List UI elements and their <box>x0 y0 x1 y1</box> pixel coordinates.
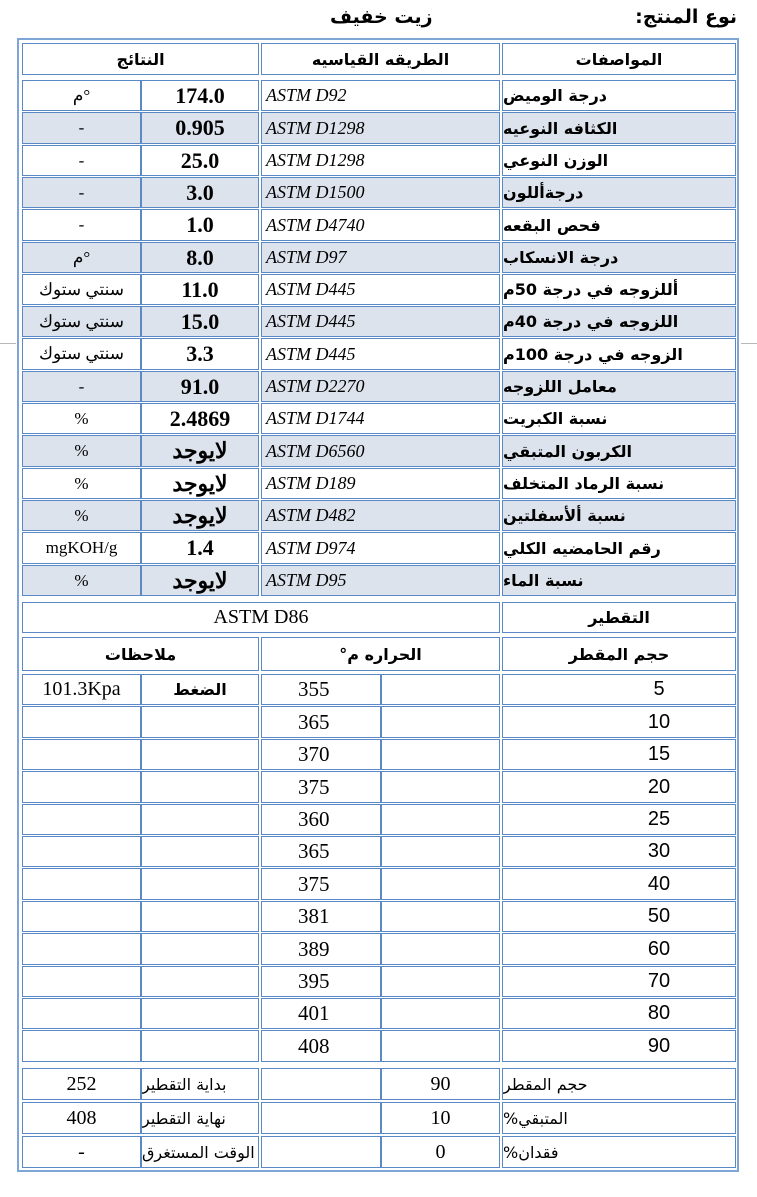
result-unit: - <box>22 112 141 144</box>
product-type-value: زيت خفيف <box>330 6 433 28</box>
result-unit: م° <box>22 80 141 111</box>
distillation-method: ASTM D86 <box>22 602 500 633</box>
distillation-temp: 370 <box>261 739 381 770</box>
test-method: ASTM D189 <box>261 468 500 499</box>
distilled-volume: 90 <box>502 1030 736 1062</box>
distillation-temp: 395 <box>261 966 381 997</box>
result-value: 1.4 <box>141 532 259 564</box>
distillation-temp: 375 <box>261 868 381 900</box>
col-header-temp: الحراره م° <box>261 637 500 671</box>
distilled-volume: 80 <box>502 998 736 1029</box>
result-unit: - <box>22 371 141 402</box>
temp-blank <box>381 1030 500 1062</box>
result-unit: - <box>22 177 141 208</box>
distillation-temp: 408 <box>261 1030 381 1062</box>
summary-value: - <box>22 1136 141 1168</box>
distilled-volume: 40 <box>502 868 736 900</box>
spec-name: درجة الانسكاب <box>502 242 736 273</box>
result-value: لايوجد <box>141 435 259 467</box>
distilled-volume: 30 <box>502 836 736 867</box>
spec-name: الوزن النوعي <box>502 145 736 176</box>
summary-label: نهاية التقطير <box>141 1102 259 1134</box>
summary-value: 10 <box>381 1102 500 1134</box>
spec-name: معامل اللزوجه <box>502 371 736 402</box>
test-method: ASTM D97 <box>261 242 500 273</box>
pressure-label: الضغط <box>141 674 259 705</box>
col-header-volume: حجم المقطر <box>502 637 736 671</box>
result-value: 2.4869 <box>141 403 259 434</box>
distillation-temp: 360 <box>261 804 381 835</box>
distilled-volume: 20 <box>502 771 736 803</box>
distillation-title: التقطير <box>502 602 736 633</box>
temp-blank <box>381 706 500 738</box>
spec-name: درجةأللون <box>502 177 736 208</box>
temp-blank <box>381 901 500 932</box>
spec-name: اللزوجه في درجة 40م <box>502 306 736 337</box>
notes-blank <box>141 771 259 803</box>
temp-blank <box>381 739 500 770</box>
col-header-results: النتائج <box>22 43 259 75</box>
test-method: ASTM D1744 <box>261 403 500 434</box>
notes-blank <box>141 901 259 932</box>
test-method: ASTM D95 <box>261 565 500 596</box>
test-method: ASTM D445 <box>261 274 500 305</box>
test-method: ASTM D4740 <box>261 209 500 241</box>
distilled-volume: 50 <box>502 901 736 932</box>
result-value: 11.0 <box>141 274 259 305</box>
notes-blank <box>141 706 259 738</box>
spec-name: أللزوجه في درجة 50م <box>502 274 736 305</box>
distillation-temp: 355 <box>261 674 381 705</box>
temp-blank <box>381 998 500 1029</box>
notes-blank <box>22 933 141 965</box>
result-value: 174.0 <box>141 80 259 111</box>
test-method: ASTM D2270 <box>261 371 500 402</box>
notes-blank <box>141 836 259 867</box>
result-value: 25.0 <box>141 145 259 176</box>
distilled-volume: 60 <box>502 933 736 965</box>
col-header-method: الطريقه القياسيه <box>261 43 500 75</box>
distillation-temp: 365 <box>261 706 381 738</box>
result-unit: % <box>22 435 141 467</box>
notes-blank <box>22 804 141 835</box>
summary-label: فقدان% <box>502 1136 736 1168</box>
pressure-value: 101.3Kpa <box>22 674 141 705</box>
test-method: ASTM D974 <box>261 532 500 564</box>
notes-blank <box>22 836 141 867</box>
distillation-temp: 375 <box>261 771 381 803</box>
summary-label: الوقت المستغرق <box>141 1136 259 1168</box>
test-method: ASTM D1298 <box>261 145 500 176</box>
test-method: ASTM D482 <box>261 500 500 531</box>
page-guide-line <box>0 343 16 344</box>
test-method: ASTM D445 <box>261 338 500 370</box>
distillation-temp: 401 <box>261 998 381 1029</box>
temp-blank <box>381 868 500 900</box>
notes-blank <box>22 739 141 770</box>
notes-blank <box>141 804 259 835</box>
spec-name: رقم الحامضيه الكلي <box>502 532 736 564</box>
summary-value: 0 <box>381 1136 500 1168</box>
result-value: 0.905 <box>141 112 259 144</box>
distilled-volume: 70 <box>502 966 736 997</box>
notes-blank <box>141 868 259 900</box>
spec-name: نسبة ألأسفلتين <box>502 500 736 531</box>
notes-blank <box>22 901 141 932</box>
result-unit: سنتي ستوك <box>22 306 141 337</box>
temp-blank <box>381 836 500 867</box>
spec-name: الكثافه النوعيه <box>502 112 736 144</box>
temp-blank <box>381 804 500 835</box>
summary-blank <box>261 1068 381 1100</box>
notes-blank <box>22 998 141 1029</box>
summary-value: 90 <box>381 1068 500 1100</box>
spec-name: نسبة الرماد المتخلف <box>502 468 736 499</box>
result-unit: سنتي ستوك <box>22 274 141 305</box>
result-value: لايوجد <box>141 500 259 531</box>
result-value: 1.0 <box>141 209 259 241</box>
test-method: ASTM D1500 <box>261 177 500 208</box>
result-unit: م° <box>22 242 141 273</box>
result-unit: mgKOH/g <box>22 532 141 564</box>
result-value: 8.0 <box>141 242 259 273</box>
result-value: 3.3 <box>141 338 259 370</box>
spec-name: الزوجه في درجة 100م <box>502 338 736 370</box>
distilled-volume: 10 <box>502 706 736 738</box>
result-unit: % <box>22 565 141 596</box>
result-value: 91.0 <box>141 371 259 402</box>
spec-name: الكربون المتبقي <box>502 435 736 467</box>
spec-name: نسبة الكبريت <box>502 403 736 434</box>
result-value: 15.0 <box>141 306 259 337</box>
page-guide-line <box>741 343 757 344</box>
result-unit: سنتي ستوك <box>22 338 141 370</box>
notes-blank <box>141 998 259 1029</box>
result-unit: - <box>22 145 141 176</box>
spec-name: فحص البقعه <box>502 209 736 241</box>
summary-label: المتبقي% <box>502 1102 736 1134</box>
distillation-temp: 365 <box>261 836 381 867</box>
distilled-volume: 5 <box>502 674 736 705</box>
notes-blank <box>141 933 259 965</box>
temp-blank <box>381 933 500 965</box>
result-unit: % <box>22 403 141 434</box>
test-method: ASTM D6560 <box>261 435 500 467</box>
result-unit: % <box>22 468 141 499</box>
test-method: ASTM D92 <box>261 80 500 111</box>
notes-blank <box>141 1030 259 1062</box>
temp-blank <box>381 674 500 705</box>
result-unit: - <box>22 209 141 241</box>
product-type-label: نوع المنتج: <box>635 6 737 28</box>
distillation-temp: 381 <box>261 901 381 932</box>
summary-blank <box>261 1102 381 1134</box>
result-value: 3.0 <box>141 177 259 208</box>
result-value: لايوجد <box>141 565 259 596</box>
result-value: لايوجد <box>141 468 259 499</box>
col-header-specs: المواصفات <box>502 43 736 75</box>
temp-blank <box>381 771 500 803</box>
distillation-temp: 389 <box>261 933 381 965</box>
notes-blank <box>22 1030 141 1062</box>
notes-blank <box>22 868 141 900</box>
test-method: ASTM D445 <box>261 306 500 337</box>
summary-label: بداية التقطير <box>141 1068 259 1100</box>
result-unit: % <box>22 500 141 531</box>
summary-label: حجم المقطر <box>502 1068 736 1100</box>
col-header-notes: ملاحظات <box>22 637 259 671</box>
summary-blank <box>261 1136 381 1168</box>
notes-blank <box>141 966 259 997</box>
spec-table <box>17 38 739 1172</box>
temp-blank <box>381 966 500 997</box>
notes-blank <box>22 966 141 997</box>
summary-value: 408 <box>22 1102 141 1134</box>
spec-name: درجة الوميض <box>502 80 736 111</box>
test-method: ASTM D1298 <box>261 112 500 144</box>
spec-name: نسبة الماء <box>502 565 736 596</box>
summary-value: 252 <box>22 1068 141 1100</box>
distilled-volume: 15 <box>502 739 736 770</box>
notes-blank <box>141 739 259 770</box>
notes-blank <box>22 771 141 803</box>
distilled-volume: 25 <box>502 804 736 835</box>
notes-blank <box>22 706 141 738</box>
